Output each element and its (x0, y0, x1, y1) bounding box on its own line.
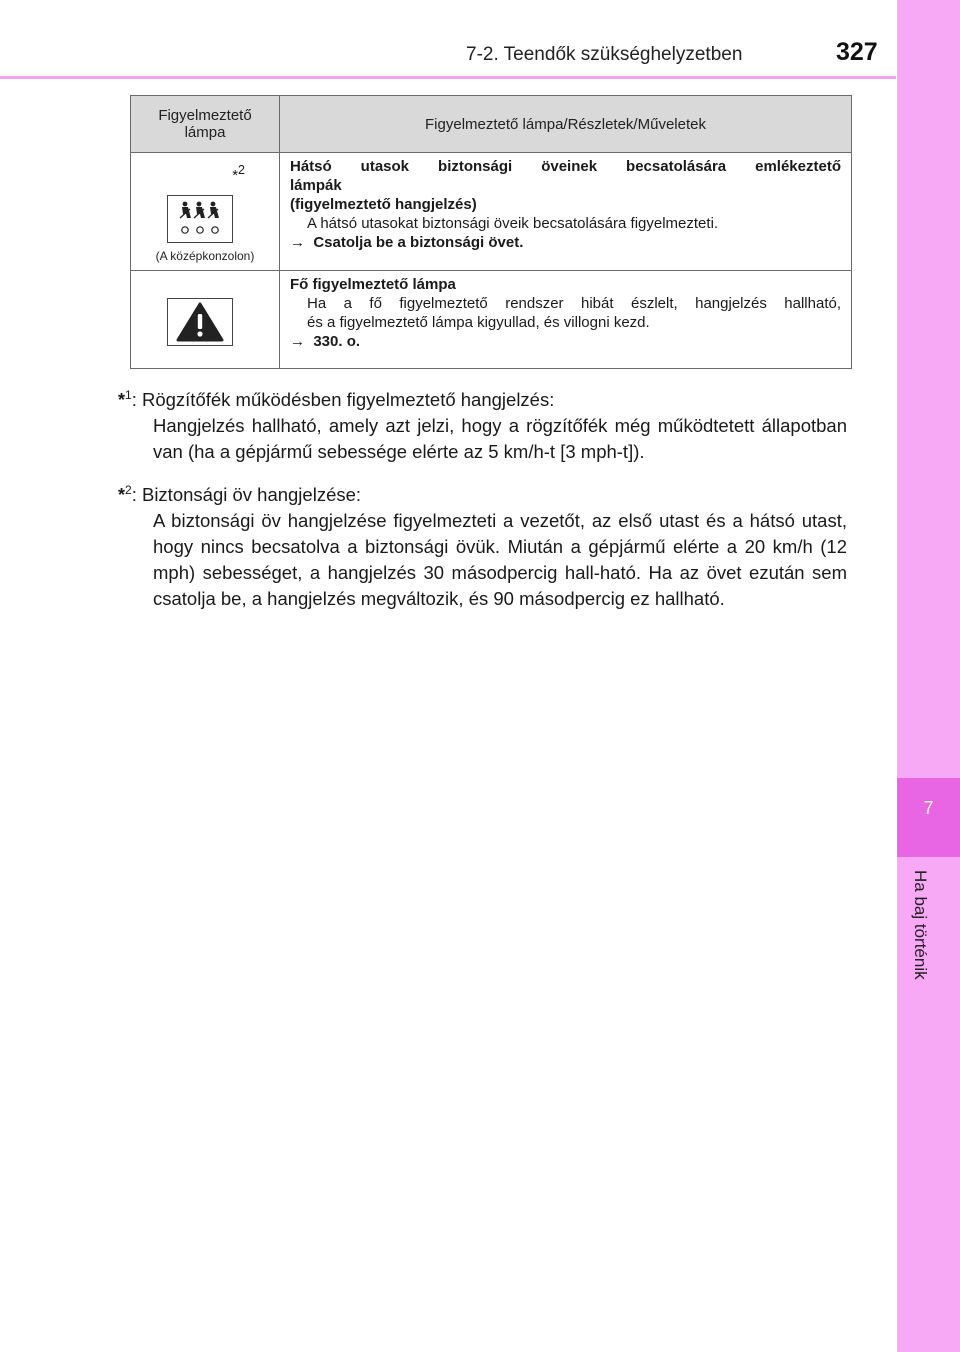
seatbelt-rear-icon (167, 195, 233, 243)
page-number: 327 (836, 38, 878, 66)
section-title: 7-2. Teendők szükséghelyzetben (466, 44, 743, 65)
row-subtitle: (figyelmeztető hangjelzés) (290, 196, 477, 213)
table-row (131, 153, 852, 271)
master-warning-icon (167, 298, 233, 346)
row-action: → Csatolja be a biztonsági övet. (290, 234, 524, 251)
footnote-title: : Biztonsági öv hangjelzése: (131, 484, 362, 505)
table-row (131, 271, 852, 369)
row-title-cont: lámpák (290, 177, 342, 194)
table-header-row (131, 96, 852, 153)
icon-location-label: (A középkonzolon) (155, 249, 255, 263)
details-cell (280, 271, 852, 369)
row-detail: A hátsó utasokat biztonsági öveik becsatolására figyelmezteti. (307, 215, 719, 232)
chapter-number: 7 (923, 798, 934, 818)
footnote-marker: *$^2$ (118, 483, 132, 505)
row-title: Fő figyelmeztető lámpa (290, 276, 456, 293)
row-action: → 330. o. (290, 333, 361, 350)
footnotes (118, 382, 847, 624)
row-title: Hátsó utasok biztonsági öveinek becsatolására emlékeztető (290, 158, 841, 175)
table-header-icon-col: Figyelmeztető lámpa (131, 96, 280, 153)
footnote-title: : Rögzítőfék működésben figyelmeztető hangjelzés: (131, 389, 555, 410)
table-header-details-col: Figyelmeztető lámpa/Részletek/Műveletek (280, 96, 852, 153)
warning-light-table (130, 95, 852, 369)
arrow-icon: → (290, 333, 305, 350)
footnote-marker: *$^2$ (232, 163, 245, 184)
arrow-icon: → (290, 234, 305, 251)
row-detail-cont: és a figyelmeztető lámpa kigyullad, és villogni kezd. (307, 314, 650, 331)
footnote-marker: *$^1$ (118, 388, 132, 410)
footnote-text: A biztonsági öv hangjelzése figyelmezteti a vezetőt, az első utast és a hátsó utast, hogy nincs becsatolva a biztonsági övük. Miután a gépjármű elérte a 20 km/h (12 mph) sebességet, a hangjelzés 30 másodpercig hall-ható. Ha az övet ezután sem csatolja be, a hangjelzés megváltozik, és 90 másodpercig ez hallható. (153, 510, 847, 609)
icon-cell (131, 153, 280, 271)
footnote-1 (118, 382, 847, 465)
side-tab (897, 0, 960, 1352)
footnote-text: Hangjelzés hallható, amely azt jelzi, hogy a rögzítőfék még működtetett állapotban van (ha a gépjármű sebessége elérte az 5 km/h-t [3 mph-t]). (153, 415, 847, 462)
details-cell (280, 153, 852, 271)
row-detail: Ha a fő figyelmeztető rendszer hibát észlelt, hangjelzés hallható, (307, 295, 841, 312)
footnote-2 (118, 477, 847, 612)
icon-cell (131, 271, 280, 369)
header-divider (0, 76, 896, 79)
chapter-title: Ha baj történik (911, 870, 930, 980)
